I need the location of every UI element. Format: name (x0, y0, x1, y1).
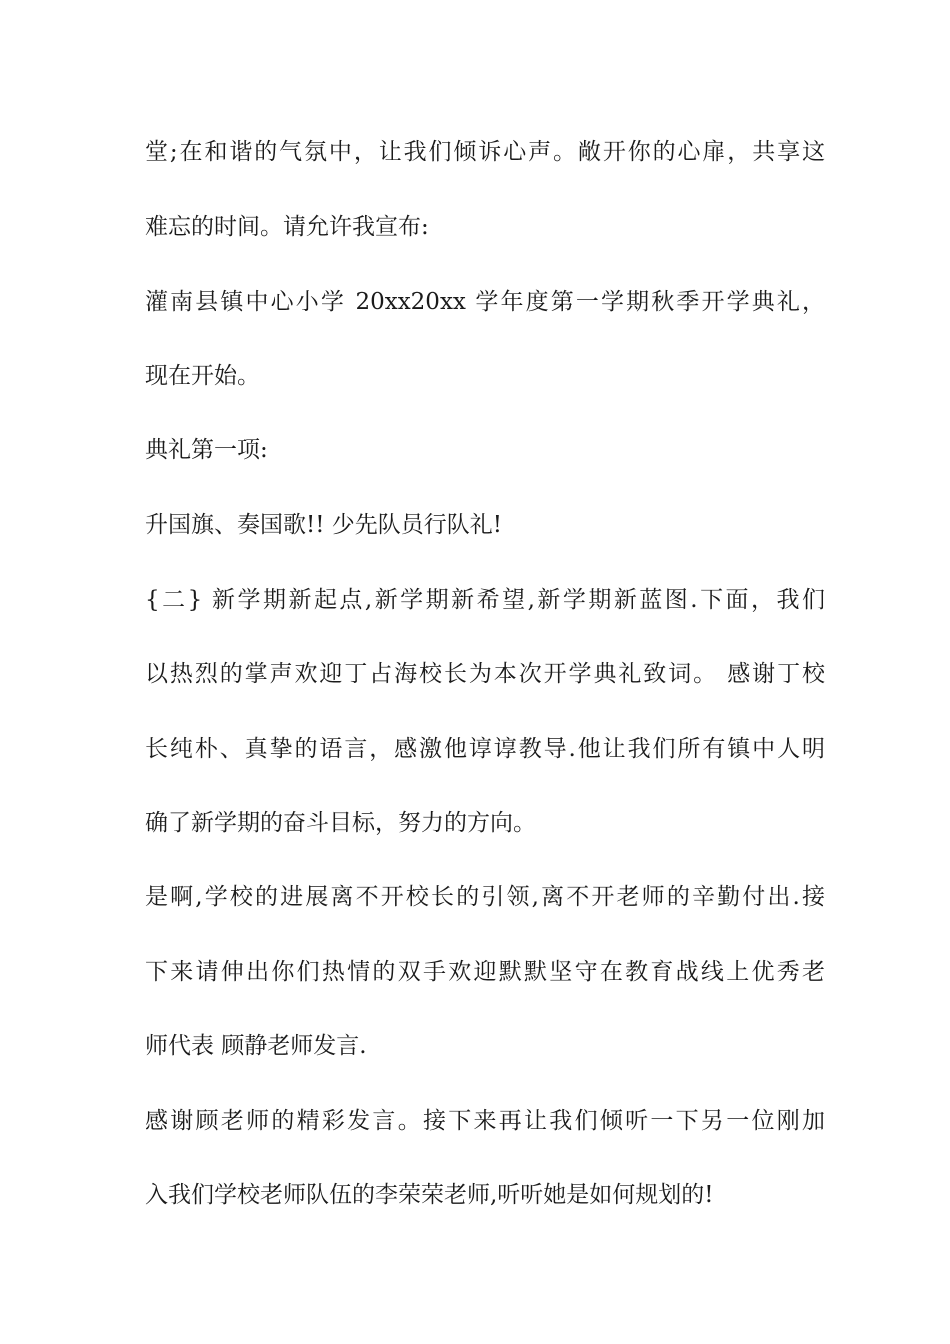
text-line: 典礼第一项: (145, 437, 268, 463)
text-line: 师代表 顾静老师发言. (145, 1033, 367, 1059)
text-line: 入我们学校老师队伍的李荣荣老师,听听她是如何规划的! (145, 1182, 714, 1208)
text-line: 确了新学期的奋斗目标，努力的方向。 (145, 810, 536, 836)
text-line: 感谢顾老师的精彩发言。接下来再让我们倾听一下另一位刚加 (145, 1108, 825, 1134)
text-line: 现在开始。 (145, 363, 260, 389)
text-line: 升国旗、奏国歌!! 少先队员行队礼! (145, 512, 503, 538)
text-line: 下来请伸出你们热情的双手欢迎默默坚守在教育战线上优秀老 (145, 959, 825, 985)
text-line: 难忘的时间。请允许我宣布: (145, 214, 429, 240)
text-line: 是啊,学校的进展离不开校长的引领,离不开老师的辛勤付出.接 (145, 884, 825, 910)
text-line: {二} 新学期新起点,新学期新希望,新学期新蓝图.下面，我们 (145, 587, 825, 613)
text-line: 堂;在和谐的气氛中，让我们倾诉心声。敞开你的心扉，共享这 (145, 139, 825, 165)
text-line: 以热烈的掌声欢迎丁占海校长为本次开学典礼致词。 感谢丁校 (145, 661, 825, 687)
text-line: 灌南县镇中心小学 20xx20xx 学年度第一学期秋季开学典礼， (145, 289, 825, 315)
text-line: 长纯朴、真挚的语言，感激他谆谆教导.他让我们所有镇中人明 (145, 736, 825, 762)
